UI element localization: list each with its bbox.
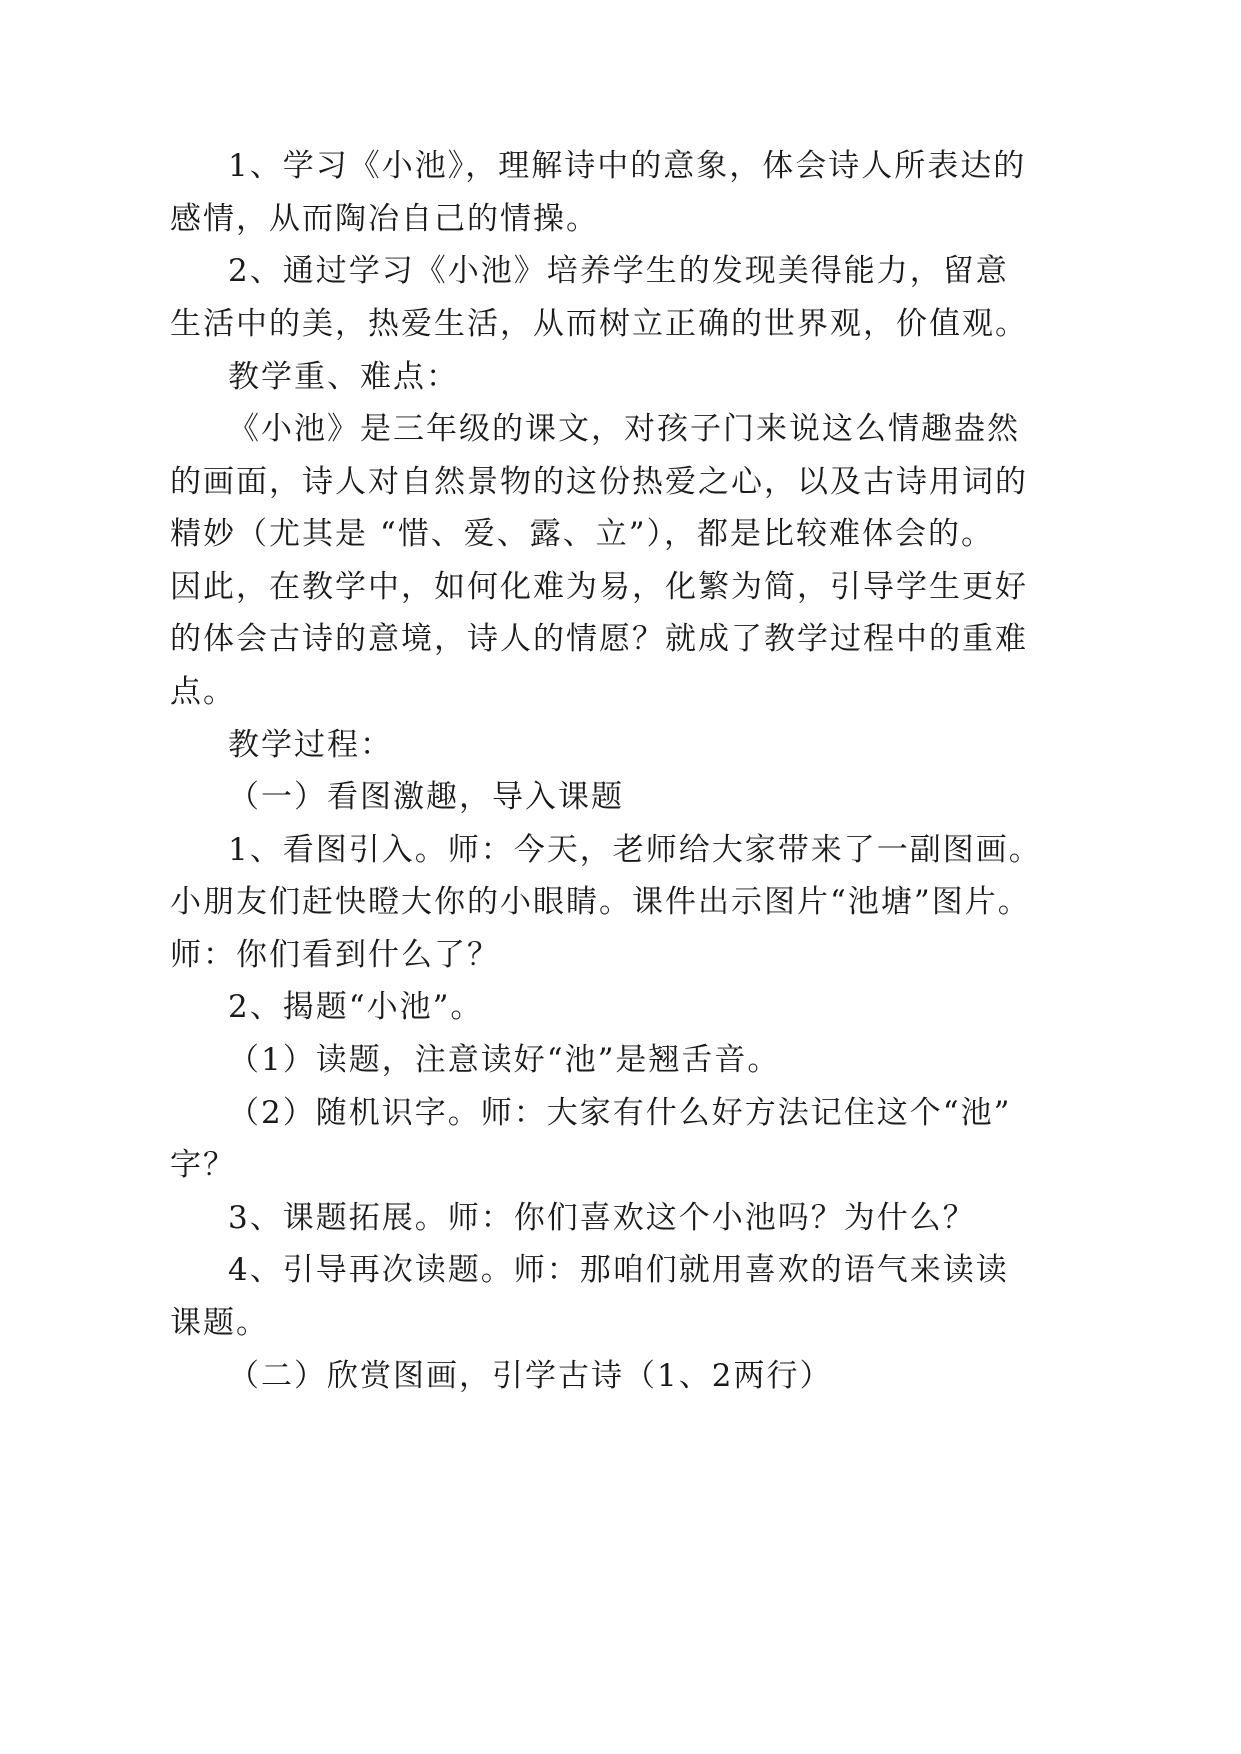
text-line: （1）读题，注意读好“池”是翘舌音。	[228, 1042, 781, 1078]
text-line: 生活中的美，热爱生活，从而树立正确的世界观，价值观。	[170, 306, 1028, 342]
subsection-heading: （一）看图激趣，导入课题	[228, 779, 624, 815]
text-line: 3、课题拓展。师：你们喜欢这个小池吗？为什么？	[228, 1200, 976, 1236]
text-line: 师：你们看到什么了？	[170, 937, 500, 973]
text-line: 2、揭题“小池”。	[228, 989, 484, 1025]
text-line: 的体会古诗的意境，诗人的情愿？就成了教学过程中的重难	[170, 621, 1028, 657]
text-line: 1、看图引入。师：今天，老师给大家带来了一副图画。	[228, 832, 1042, 868]
text-line: 因此，在教学中，如何化难为易，化繁为简，引导学生更好	[170, 569, 1028, 605]
text-line: 的画面，诗人对自然景物的这份热爱之心，以及古诗用词的	[170, 464, 1028, 500]
text-line: 感情，从而陶冶自己的情操。	[170, 201, 599, 237]
section-heading: 教学重、难点：	[228, 359, 459, 395]
subsection-heading: （二）欣赏图画，引学古诗（1、2两行）	[228, 1358, 833, 1394]
text-line: 字？	[170, 1147, 236, 1183]
text-line: 精妙（尤其是 “惜、爱、露、立”），都是比较难体会的。	[170, 516, 995, 552]
text-line: 《小池》是三年级的课文，对孩子门来说这么情趣盎然	[228, 411, 1020, 447]
text-line: 4、引导再次读题。师：那咱们就用喜欢的语气来读读	[228, 1252, 1009, 1288]
text-line: 小朋友们赶快瞪大你的小眼睛。课件出示图片“池塘”图片。	[170, 884, 1031, 920]
text-line: （2）随机识字。师：大家有什么好方法记住这个“池”	[228, 1095, 1012, 1131]
text-line: 2、通过学习《小池》培养学生的发现美得能力，留意	[228, 253, 1009, 289]
text-line: 点。	[170, 674, 236, 710]
section-heading: 教学过程：	[228, 727, 393, 763]
text-line: 课题。	[170, 1305, 269, 1341]
text-line: 1、学习《小池》，理解诗中的意象，体会诗人所表达的	[228, 148, 1027, 184]
